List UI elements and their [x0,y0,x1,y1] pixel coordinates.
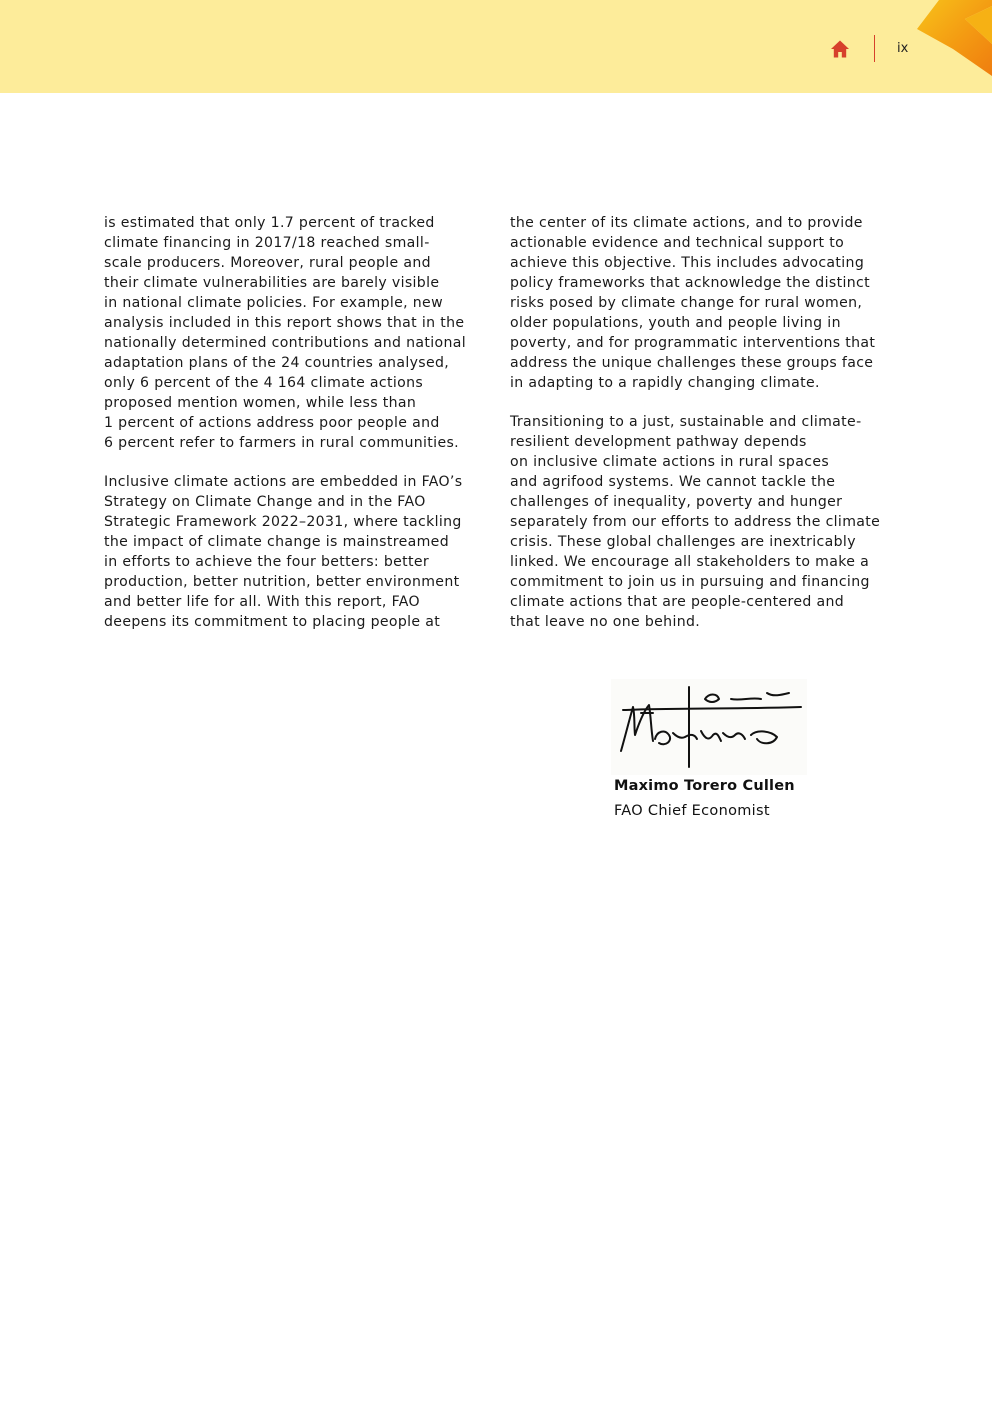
paragraph: is estimated that only 1.7 percent of tracked climate financing in 2017/18 reached small- scale producers. Moreover, rural people and their climate vulnerabilities are barely visible in national climate policies. For example, new analysis included in this report shows that in the nationally determined contributions and national adaptation plans of the 24 countries analysed, only 6 percent of the 4 164 climate actions proposed mention women, while less than 1 percent of actions address poor people and 6 percent refer to farmers in rural communities. [104,215,467,451]
right-column [510,213,894,651]
signatory-name: Maximo Torero Cullen [614,778,795,794]
signatory-title: FAO Chief Economist [614,803,770,819]
home-icon[interactable] [830,39,850,59]
signature-image [611,679,807,775]
page-header [0,0,992,93]
header-divider [874,35,875,62]
paragraph: Inclusive climate actions are embedded in FAO’s Strategy on Climate Change and in the FAO Strategic Framework 2022–2031, where tackling the impact of climate change is mainstreamed in efforts to achieve the four betters: better production, better nutrition, better environment and better life for all. With this report, FAO deepens its commitment to placing people at [104,474,463,630]
paragraph: the center of its climate actions, and to provide actionable evidence and technical support to achieve this objective. This includes advocating policy frameworks that acknowledge the distinct risks posed by climate change for rural women, older populations, youth and people living in poverty, and for programmatic interventions that address the unique challenges these groups face in adapting to a rapidly changing climate. [510,215,876,391]
paragraph: Transitioning to a just, sustainable and climate- resilient development pathway depends on inclusive climate actions in rural spaces and agrifood systems. We cannot tackle the challenges of inequality, poverty and hunger separately from our efforts to address the climate crisis. These global challenges are inextricably linked. We encourage all stakeholders to make a commitment to join us in pursuing and financing climate actions that are people-centered and that leave no one behind. [510,414,881,630]
corner-chevron-icon [915,0,992,76]
page-number: ix [897,41,909,56]
left-column [104,213,484,651]
